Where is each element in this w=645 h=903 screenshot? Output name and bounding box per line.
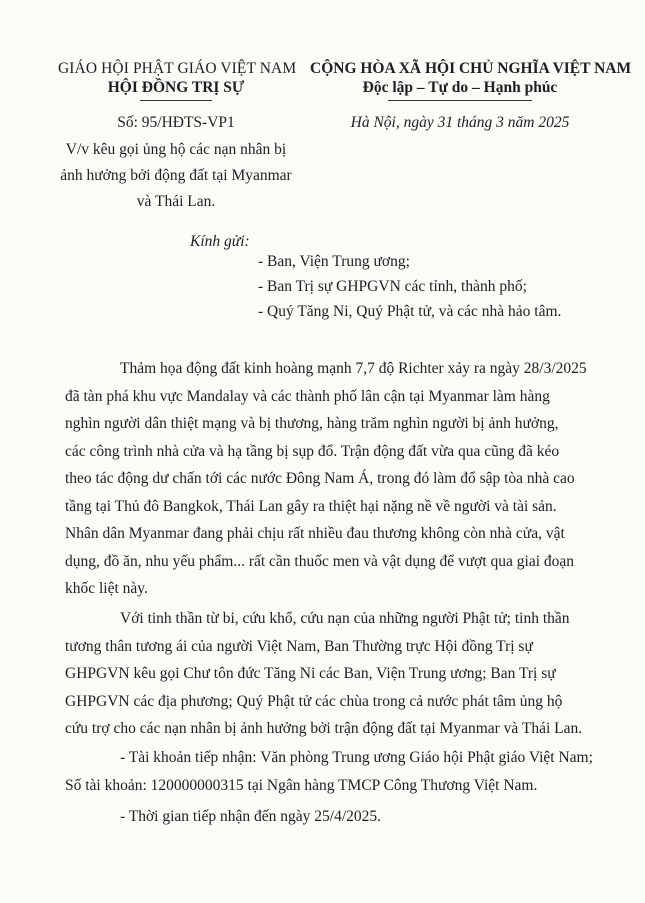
document-number: Số: 95/HĐTS-VP1 bbox=[117, 114, 235, 131]
subject-line: V/v kêu gọi ủng hộ các nạn nhân bị bbox=[65, 141, 287, 158]
body-line: Nhân dân Myanmar đang phải chịu rất nhiều đau thương không còn nhà cửa, vật bbox=[65, 525, 565, 542]
greeting: Kính gửi: bbox=[190, 233, 250, 250]
body-line: Số tài khoản: 120000000315 tại Ngân hàng TMCP Công Thương Việt Nam. bbox=[65, 776, 538, 794]
body-line: GHPGVN kêu gọi Chư tôn đức Tăng Ni các Ban, Viện Trung ương; Ban Trị sự bbox=[65, 665, 556, 682]
recipient-item: - Ban Trị sự GHPGVN các tỉnh, thành phố; bbox=[258, 278, 527, 295]
body-line: khốc liệt này. bbox=[65, 580, 148, 597]
body-paragraph-account bbox=[65, 744, 613, 799]
body-line: nghìn người dân thiệt mạng và bị thương, hàng trăm nghìn người bị ảnh hưởng, bbox=[65, 415, 559, 432]
subject-block bbox=[58, 137, 294, 215]
body-line: đã tàn phá khu vực Mandalay và các thành phố lân cận tại Myanmar làm hàng bbox=[65, 387, 550, 405]
motto-underline bbox=[388, 100, 532, 101]
place-and-date: Hà Nội, ngày 31 tháng 3 năm 2025 bbox=[350, 114, 570, 131]
organization-name: GIÁO HỘI PHẬT GIÁO VIỆT NAM bbox=[58, 60, 297, 77]
body-line: tương thân tương ái của người Việt Nam, Ban Thường trực Hội đồng Trị sự bbox=[65, 637, 533, 655]
body-paragraph-1 bbox=[65, 355, 613, 603]
body-line: Thảm họa động đất kinh hoàng mạnh 7,7 độ Richter xảy ra ngày 28/3/2025 bbox=[120, 360, 587, 377]
body-line: cứu trợ cho các nạn nhân bị ảnh hưởng bởi trận động đất tại Myanmar và Thái Lan. bbox=[65, 720, 583, 737]
council-name: HỘI ĐỒNG TRỊ SỰ bbox=[107, 79, 245, 96]
body-line: tầng tại Thủ đô Bangkok, Thái Lan gây ra thiệt hại nặng nề về người và tài sản. bbox=[65, 497, 557, 515]
body-line: các công trình nhà cửa và hạ tầng bị sụp đổ. Trận động đất vừa qua cũng đã kéo bbox=[65, 442, 560, 460]
national-motto: Độc lập – Tự do – Hạnh phúc bbox=[362, 79, 558, 96]
council-underline bbox=[140, 100, 212, 101]
body-line: - Tài khoản tiếp nhận: Văn phòng Trung ương Giáo hội Phật giáo Việt Nam; bbox=[120, 749, 593, 766]
body-paragraph-2 bbox=[65, 605, 613, 743]
body-line: GHPGVN các địa phương; Quý Phật tử các chùa trong cả nước phát tâm ủng hộ bbox=[65, 692, 563, 710]
body-line: - Thời gian tiếp nhận đến ngày 25/4/2025. bbox=[120, 808, 382, 825]
recipient-item: - Ban, Viện Trung ương; bbox=[258, 253, 410, 270]
subject-line: ảnh hưởng bởi động đất tại Myanmar bbox=[60, 167, 292, 184]
body-line: dụng, đồ ăn, nhu yếu phẩm... rất cần thuốc men và vật dụng để vượt qua giai đoạn bbox=[65, 552, 575, 570]
recipient-item: - Quý Tăng Ni, Quý Phật tử, và các nhà hảo tâm. bbox=[258, 303, 562, 320]
nation-title: CỘNG HÒA XÃ HỘI CHỦ NGHĨA VIỆT NAM bbox=[310, 60, 632, 77]
body-line: Với tinh thần từ bi, cứu khổ, cứu nạn của những người Phật tử; tinh thần bbox=[120, 610, 570, 627]
body-line: theo tác động dư chấn tới các nước Đông Nam Á, trong đó làm đổ sập tòa nhà cao bbox=[65, 470, 575, 487]
body-paragraph-deadline bbox=[65, 803, 613, 831]
subject-line: và Thái Lan. bbox=[136, 193, 216, 210]
